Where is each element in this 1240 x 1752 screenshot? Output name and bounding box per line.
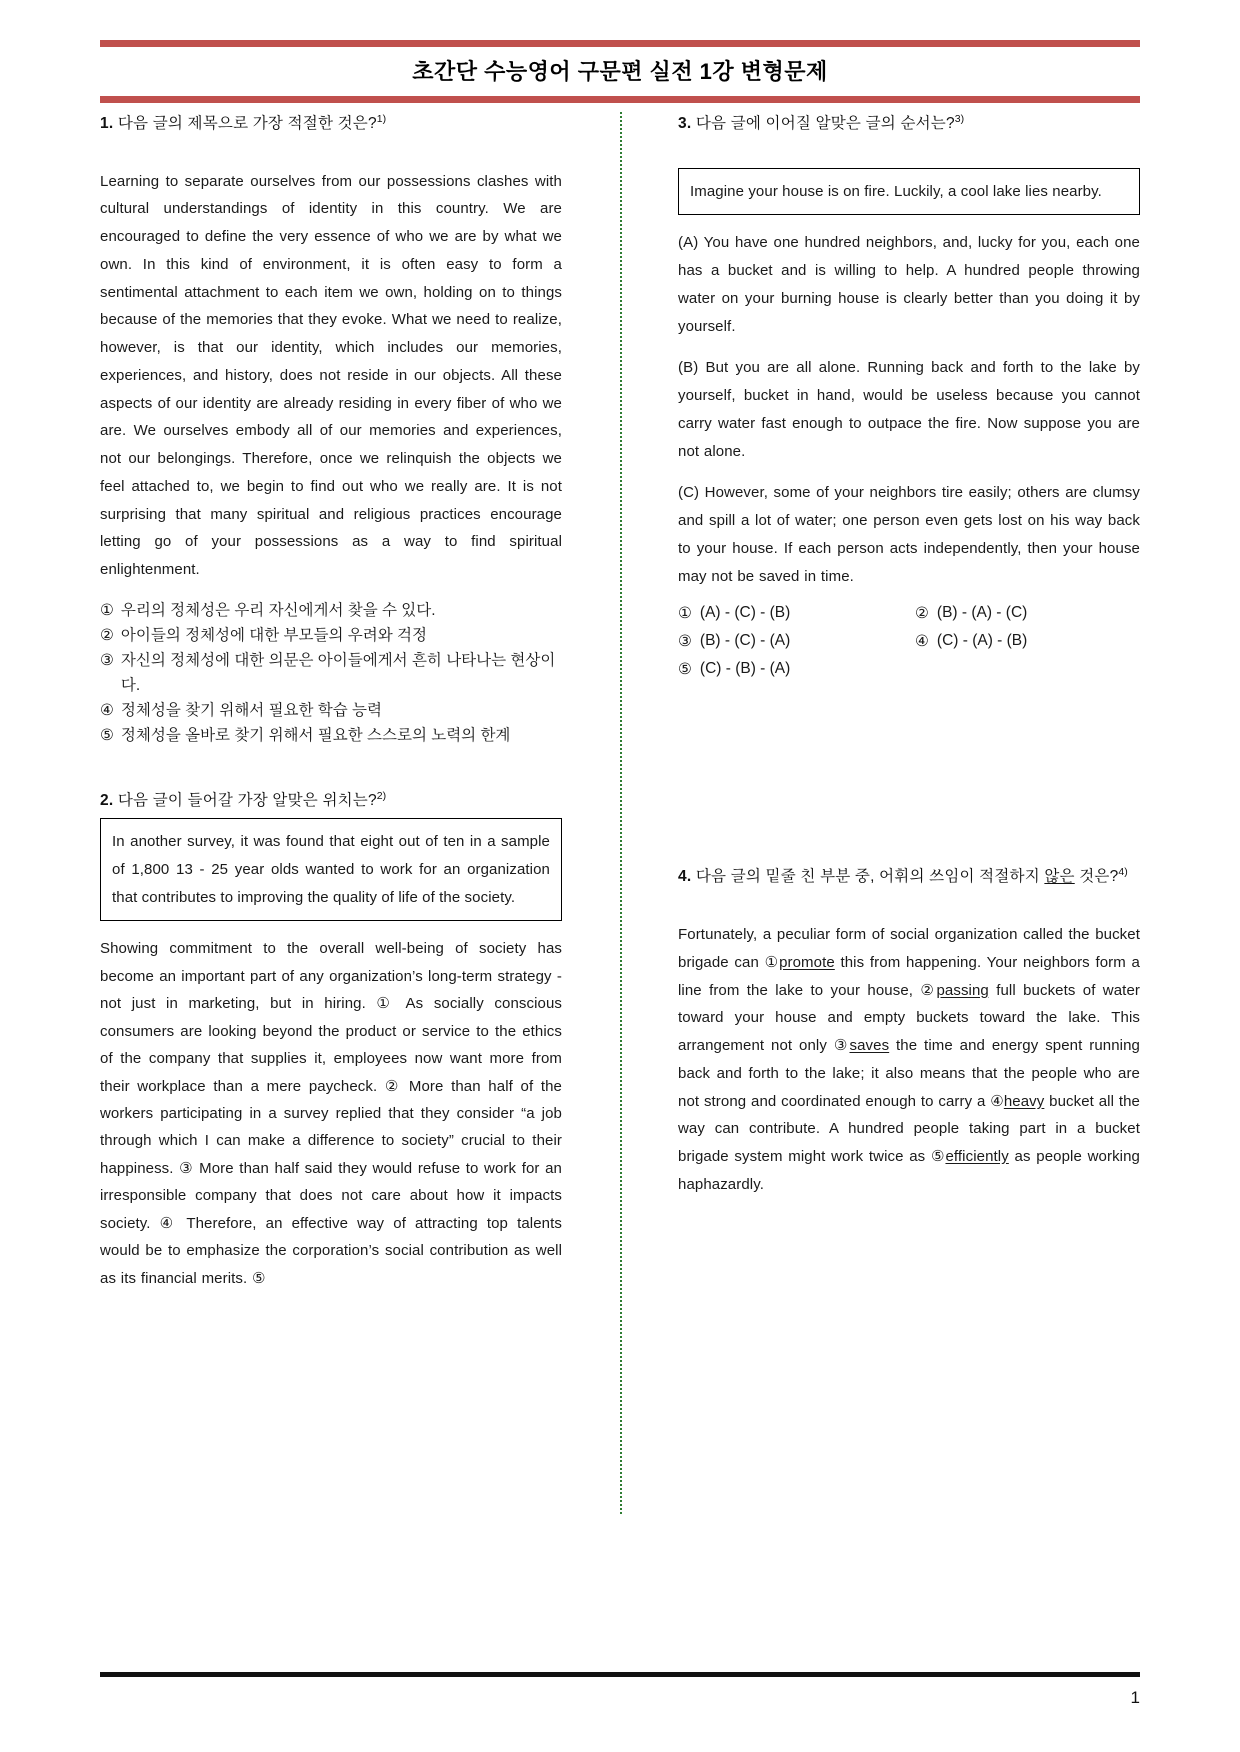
page-number: 1 — [1130, 1688, 1140, 1707]
left-column — [100, 112, 562, 1514]
question-1-prompt: 다음 글의 제목으로 가장 적절한 것은? — [117, 115, 377, 133]
passage-text-run: the time and energy spent running back and forth to the lake; it also means that the people who are not strong and coordinated enough to carry a — [678, 1037, 1140, 1110]
question-2-given-box: In another survey, it was found that eight out of ten in a sample of 1,800 13 - 25 year olds wanted to work for an organization that contributes to improving the quality of life of the society. — [100, 818, 562, 921]
document-header — [100, 40, 1140, 103]
question-3-footnote: 3) — [954, 113, 965, 125]
choice-label: (C) - (B) - (A) — [699, 660, 791, 678]
question-4-passage — [678, 921, 1140, 1199]
choice-marker: ③ — [678, 633, 692, 651]
vocab-choice-marker: ② — [920, 981, 937, 999]
question-1-footnote: 1) — [376, 113, 387, 125]
question-2-prompt: 다음 글이 들어갈 가장 알맞은 위치는? — [117, 791, 377, 809]
passage-text-run: Fortunately, a peculiar form of social organization called the bucket brigade can — [678, 926, 1140, 971]
question-1-number: 1. — [100, 115, 114, 133]
choice-label: 아이들의 정체성에 대한 부모들의 우려와 걱정 — [120, 626, 427, 644]
question-2-passage: Showing commitment to the overall well-being of society has become an important part of any organization’s long-term strategy - not just in marketing, but in hiring. ① As socially conscious consumers are looking beyond the product or service to the ethics of the company that supplies it, employees now want more from their workplace than a mere paycheck. ② More than half of the workers participating in a survey replied that they consider “a job through which I can make a difference to society” crucial to their happiness. ③ More than half said they would refuse to work for an irresponsible company that does not care about how it impacts society. ④ Therefore, an effective way of attracting top talents would be to emphasize the corporation’s social contribution as well as its financial merits. ⑤ — [100, 940, 562, 1287]
vocab-choice-marker: ⑤ — [930, 1148, 946, 1165]
choice-label: 정체성을 찾기 위해서 필요한 학습 능력 — [120, 702, 383, 720]
two-column-body — [100, 112, 1140, 1514]
choice-label: 자신의 정체성에 대한 의문은 아이들에게서 흔히 나타나는 현상이다. — [120, 652, 556, 695]
choice-item[interactable] — [100, 598, 562, 623]
question-4-prompt-before: 다음 글의 밑줄 친 부분 중, 어휘의 쓰임이 적절하지 — [695, 868, 1045, 886]
passage-text-run: as people working haphazardly. — [678, 1148, 1140, 1193]
vocab-choice-marker: ③ — [833, 1037, 850, 1054]
header-rule-top — [100, 40, 1140, 47]
question-3-choices — [678, 604, 1140, 679]
question-3-paragraph-b: (B) But you are all alone. Running back and forth to the lake by yourself, bucket in hand, would be useless because you cannot carry water fast enough to outpace the fire. Now suppose you are not alone. — [678, 359, 1140, 460]
question-4 — [678, 865, 1140, 1198]
passage-text-run: bucket all the way can contribute. A hundred people taking part in a bucket brigade system might work twice as — [678, 1092, 1140, 1165]
question-3 — [678, 112, 1140, 679]
right-column — [678, 112, 1140, 1514]
vocab-choice-marker: ① — [764, 953, 780, 971]
question-3-given-box: Imagine your house is on fire. Luckily, a cool lake lies nearby. — [678, 168, 1140, 216]
page-title: 초간단 수능영어 구문편 실전 1강 변형문제 — [412, 59, 828, 84]
vocab-choice-marker: ④ — [990, 1092, 1004, 1110]
question-2 — [100, 789, 562, 1293]
footer-rule — [100, 1672, 1140, 1677]
choice-marker: ③ — [100, 652, 114, 670]
choice-marker: ① — [100, 601, 114, 619]
vocab-underlined-word[interactable]: heavy — [1003, 1092, 1045, 1110]
question-1-heading — [100, 112, 562, 136]
choice-marker: ④ — [915, 633, 929, 651]
choice-item[interactable] — [100, 723, 562, 748]
vocab-underlined-word[interactable]: saves — [849, 1037, 890, 1054]
choice-marker: ② — [100, 626, 114, 644]
question-1-passage: Learning to separate ourselves from our possessions clashes with cultural understandings of identity in this country. We are encouraged to define the very essence of who we are by what we own. In this kind of environment, it is often easy to form a sentimental attachment to each item we own, holding on to things because of the memories that they evoke. What we need to realize, however, is that our identity, which includes our memories, experiences, and history, does not reside in our objects. All these aspects of our identity are already residing in every fiber of who we are. We ourselves embody all of our memories and experiences, not our belongings. Therefore, once we relinquish the objects we feel attached to, we begin to find out who we really are. It is not surprising that many spiritual and religious practices encourage letting go of your possessions as a way to find spiritual enlightenment. — [100, 172, 562, 579]
choice-label: (B) - (A) - (C) — [936, 604, 1028, 622]
choice-label: (C) - (A) - (B) — [936, 632, 1028, 650]
choice-marker: ① — [678, 605, 692, 623]
passage-text-run: full buckets of water toward your house and empty buckets toward the lake. This arrangement not only — [678, 981, 1140, 1054]
question-2-footnote: 2) — [376, 789, 387, 802]
choice-item[interactable] — [678, 604, 903, 623]
question-4-footnote: 4) — [1118, 866, 1128, 879]
question-3-paragraph-a: (A) You have one hundred neighbors, and, lucky for you, each one has a bucket and is willing to help. A hundred people throwing water on your burning house is clearly better than you doing it by yourself. — [678, 234, 1140, 335]
question-4-prompt-after: 것은? — [1074, 868, 1119, 886]
vocab-underlined-word[interactable]: passing — [936, 981, 989, 999]
question-1-choices — [100, 598, 562, 749]
question-4-number: 4. — [678, 868, 692, 886]
choice-label: 정체성을 올바로 찾기 위해서 필요한 스스로의 노력의 한계 — [120, 727, 511, 745]
vocab-underlined-word[interactable]: efficiently — [945, 1148, 1009, 1165]
question-4-heading — [678, 865, 1140, 889]
question-2-number: 2. — [100, 791, 114, 809]
choice-item[interactable] — [100, 648, 562, 698]
choice-marker: ⑤ — [678, 661, 692, 679]
question-2-heading — [100, 789, 562, 813]
choice-item[interactable] — [915, 632, 1140, 651]
choice-item[interactable] — [678, 632, 903, 651]
choice-item[interactable] — [100, 623, 562, 648]
choice-label: (A) - (C) - (B) — [699, 604, 791, 622]
vocab-underlined-word[interactable]: promote — [779, 953, 835, 971]
choice-marker: ④ — [100, 702, 114, 720]
header-rule-bottom — [100, 96, 1140, 103]
passage-text-run: this from happening. Your neighbors form a line from the lake to your house, — [678, 953, 1140, 999]
choice-item[interactable] — [678, 660, 903, 679]
question-3-paragraph-c: (C) However, some of your neighbors tire easily; others are clumsy and spill a lot of water; one person even gets lost on his way back to your house. If each person acts independently, then your house may not be saved in time. — [678, 484, 1140, 585]
column-divider — [620, 112, 622, 1514]
choice-marker: ⑤ — [100, 727, 114, 745]
question-1 — [100, 112, 562, 749]
choice-label: 우리의 정체성은 우리 자신에게서 찾을 수 있다. — [120, 601, 436, 619]
question-3-heading — [678, 112, 1140, 136]
question-3-prompt: 다음 글에 이어질 알맞은 글의 순서는? — [695, 115, 955, 133]
question-4-prompt-underlined: 않은 — [1044, 868, 1075, 886]
choice-item[interactable] — [100, 698, 562, 723]
choice-marker: ② — [915, 605, 929, 623]
question-3-number: 3. — [678, 115, 692, 133]
choice-label: (B) - (C) - (A) — [699, 632, 791, 650]
choice-item[interactable] — [915, 604, 1140, 623]
